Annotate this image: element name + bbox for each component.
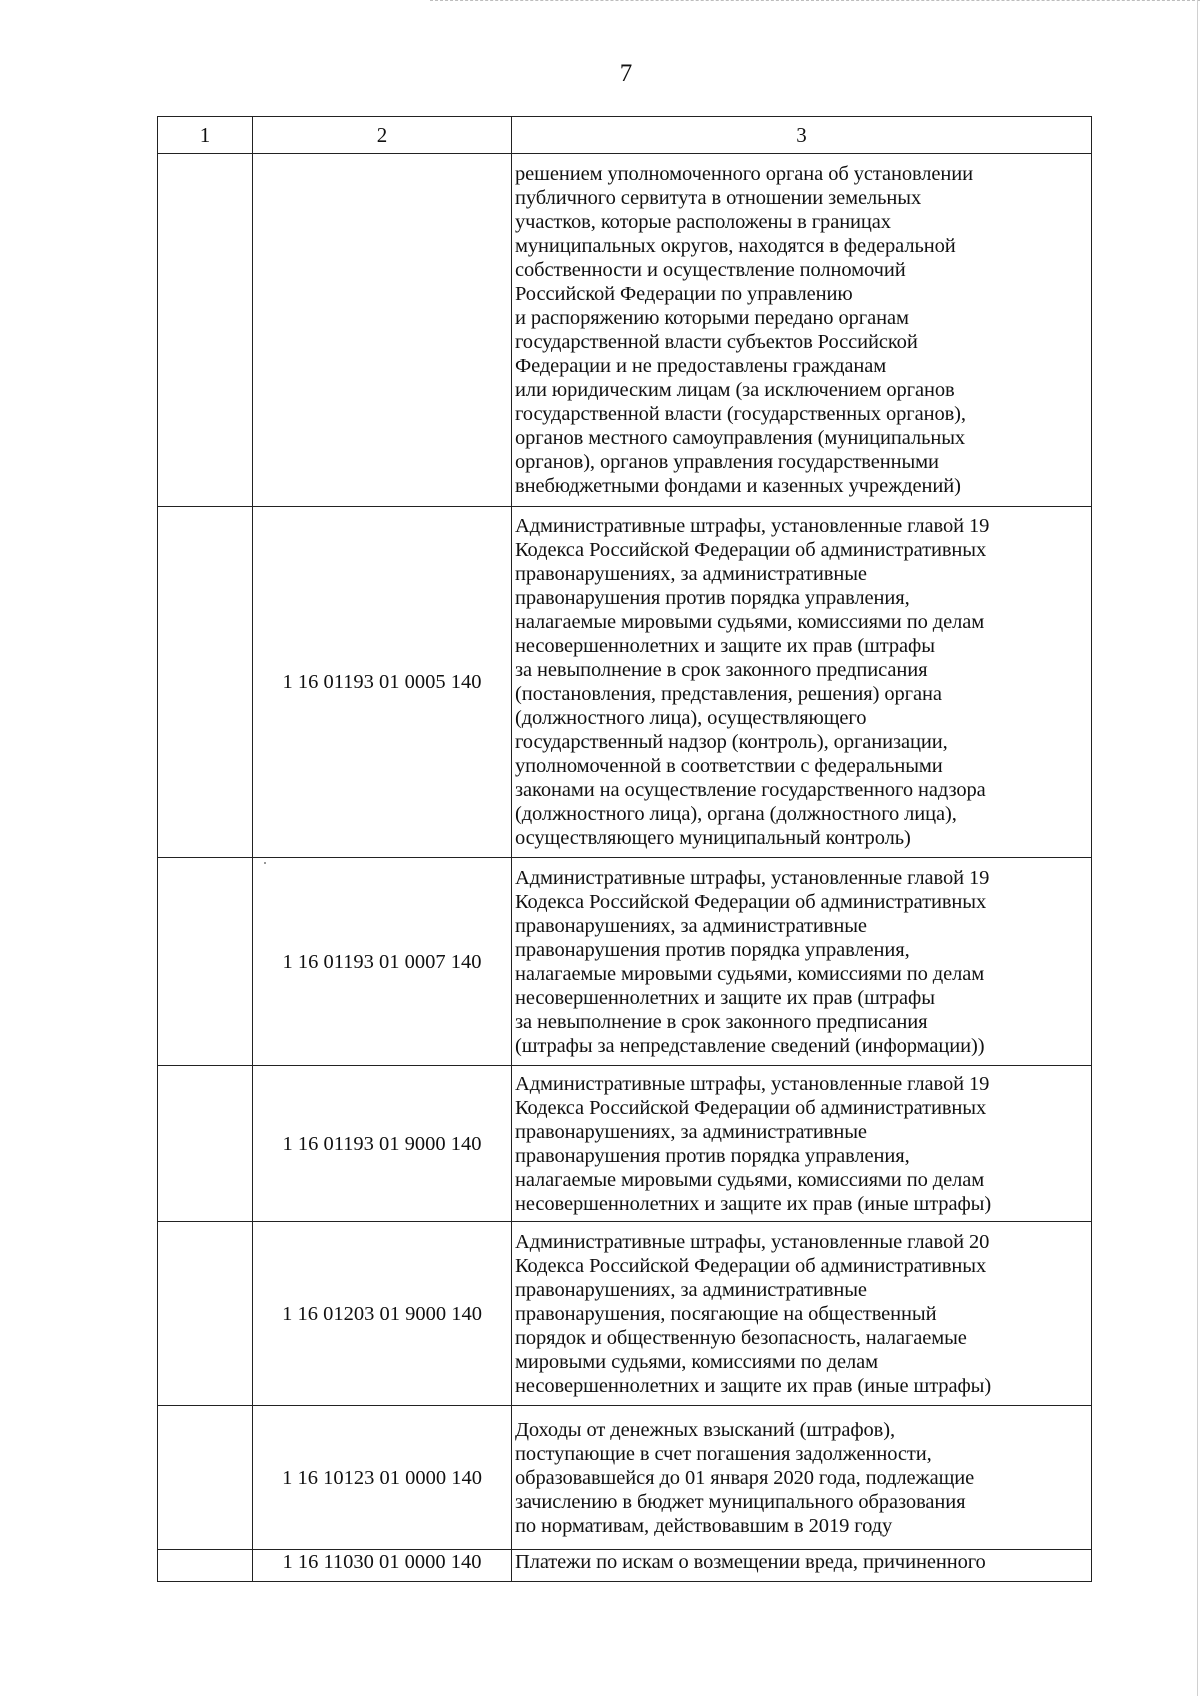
description-line: (штрафы за непредставление сведений (информации)) <box>515 1034 985 1057</box>
table-row <box>158 1550 1092 1582</box>
description-line: Административные штрафы, установленные главой 19 <box>515 1072 990 1095</box>
row-number-cell <box>158 858 253 1066</box>
description-cell <box>512 1550 1092 1582</box>
description-line: Доходы от денежных взысканий (штрафов), <box>515 1418 895 1441</box>
description-line: налагаемые мировыми судьями, комиссиями по делам <box>515 962 985 985</box>
description-cell <box>512 1222 1092 1406</box>
description-cell <box>512 507 1092 858</box>
description-line: Административные штрафы, установленные главой 19 <box>515 866 990 889</box>
description-cell <box>512 154 1092 507</box>
description-line: государственной власти (государственных органов), <box>515 403 966 425</box>
description-line: поступающие в счет погашения задолженности, <box>515 1442 932 1465</box>
description-line: несовершеннолетних и защите их прав (иные штрафы) <box>515 1192 992 1215</box>
description-line: собственности и осуществление полномочий <box>515 259 906 281</box>
description-line: за невыполнение в срок законного предписания <box>515 1010 928 1033</box>
revenue-code-cell <box>253 154 512 507</box>
description-line: или юридическим лицам (за исключением органов <box>515 379 955 401</box>
description-line: налагаемые мировыми судьями, комиссиями по делам <box>515 611 985 633</box>
description-line: несовершеннолетних и защите их прав (штрафы <box>515 986 935 1009</box>
revenue-codes-table <box>157 116 1092 1582</box>
description-line: по нормативам, действовавшим в 2019 году <box>515 1514 893 1537</box>
table-row <box>158 1222 1092 1406</box>
description-line: Российской Федерации по управлению <box>515 283 853 305</box>
description-line: Федерации и не предоставлены гражданам <box>515 355 887 377</box>
description-line: Кодекса Российской Федерации об административных <box>515 1096 987 1119</box>
description-line: правонарушения против порядка управления, <box>515 1144 910 1167</box>
revenue-code-cell: 1 16 01193 01 0007 140 <box>253 858 512 1066</box>
description-line: Кодекса Российской Федерации об административных <box>515 890 987 913</box>
description-line: образовавшейся до 01 января 2020 года, подлежащие <box>515 1466 975 1489</box>
row-number-cell <box>158 507 253 858</box>
description-line: налагаемые мировыми судьями, комиссиями по делам <box>515 1168 985 1191</box>
revenue-code-cell: 1 16 01203 01 9000 140 <box>253 1222 512 1406</box>
row-number-cell <box>158 1066 253 1222</box>
row-number-cell <box>158 1550 253 1582</box>
description-line: органов местного самоуправления (муниципальных <box>515 427 966 449</box>
description-line: законами на осуществление государственного надзора <box>515 779 986 801</box>
table-header-row <box>158 117 1092 154</box>
description-line: Платежи по искам о возмещении вреда, причиненного <box>515 1551 986 1573</box>
description-line: правонарушениях, за административные <box>515 1278 867 1301</box>
description-line: правонарушения, посягающие на общественный <box>515 1302 937 1325</box>
revenue-code-cell: 1 16 10123 01 0000 140 <box>253 1406 512 1550</box>
scan-speck <box>264 862 266 864</box>
header-col-1: 1 <box>158 117 253 154</box>
page-number: 7 <box>619 60 633 87</box>
table-row <box>158 858 1092 1066</box>
description-line: несовершеннолетних и защите их прав (иные штрафы) <box>515 1374 992 1397</box>
description-line: правонарушениях, за административные <box>515 914 867 937</box>
description-line: Кодекса Российской Федерации об административных <box>515 539 987 561</box>
row-number-cell <box>158 154 253 507</box>
description-line: (должностного лица), осуществляющего <box>515 707 867 729</box>
description-line: уполномоченной в соответствии с федеральными <box>515 755 943 777</box>
row-number-cell <box>158 1406 253 1550</box>
description-line: Административные штрафы, установленные главой 19 <box>515 515 990 537</box>
description-line: правонарушения против порядка управления, <box>515 938 910 961</box>
table-row <box>158 1066 1092 1222</box>
description-line: внебюджетными фондами и казенных учреждений) <box>515 475 961 497</box>
table-row <box>158 507 1092 858</box>
description-line: осуществляющего муниципальный контроль) <box>515 827 911 849</box>
description-line: правонарушениях, за административные <box>515 563 867 585</box>
description-cell <box>512 858 1092 1066</box>
description-line: муниципальных округов, находятся в федеральной <box>515 235 956 257</box>
description-line: государственный надзор (контроль), организации, <box>515 731 948 753</box>
description-line: несовершеннолетних и защите их прав (штрафы <box>515 635 935 657</box>
table-row <box>158 1406 1092 1550</box>
description-line: Административные штрафы, установленные главой 20 <box>515 1230 990 1253</box>
description-cell <box>512 1406 1092 1550</box>
scan-edge-right <box>1197 0 1198 1696</box>
description-line: мировыми судьями, комиссиями по делам <box>515 1350 879 1373</box>
description-line: порядок и общественную безопасность, налагаемые <box>515 1326 967 1349</box>
description-line: (постановления, представления, решения) органа <box>515 683 942 705</box>
table-row <box>158 154 1092 507</box>
header-col-2: 2 <box>253 117 512 154</box>
description-line: участков, которые расположены в границах <box>515 211 891 233</box>
row-number-cell <box>158 1222 253 1406</box>
description-line: правонарушения против порядка управления, <box>515 587 910 609</box>
description-line: правонарушениях, за административные <box>515 1120 867 1143</box>
header-col-3: 3 <box>512 117 1092 154</box>
description-line: и распоряжению которыми передано органам <box>515 307 909 329</box>
scan-edge-top <box>430 0 1200 1</box>
description-line: Кодекса Российской Федерации об административных <box>515 1254 987 1277</box>
description-line: зачислению в бюджет муниципального образования <box>515 1490 966 1513</box>
description-line: решением уполномоченного органа об установлении <box>515 163 974 185</box>
description-line: за невыполнение в срок законного предписания <box>515 659 928 681</box>
revenue-code-cell: 1 16 11030 01 0000 140 <box>253 1550 512 1582</box>
description-cell <box>512 1066 1092 1222</box>
description-line: (должностного лица), органа (должностного лица), <box>515 803 957 825</box>
revenue-code-cell: 1 16 01193 01 9000 140 <box>253 1066 512 1222</box>
revenue-code-cell: 1 16 01193 01 0005 140 <box>253 507 512 858</box>
description-line: органов), органов управления государственными <box>515 451 939 473</box>
description-line: публичного сервитута в отношении земельных <box>515 187 922 209</box>
description-line: государственной власти субъектов Российской <box>515 331 918 353</box>
